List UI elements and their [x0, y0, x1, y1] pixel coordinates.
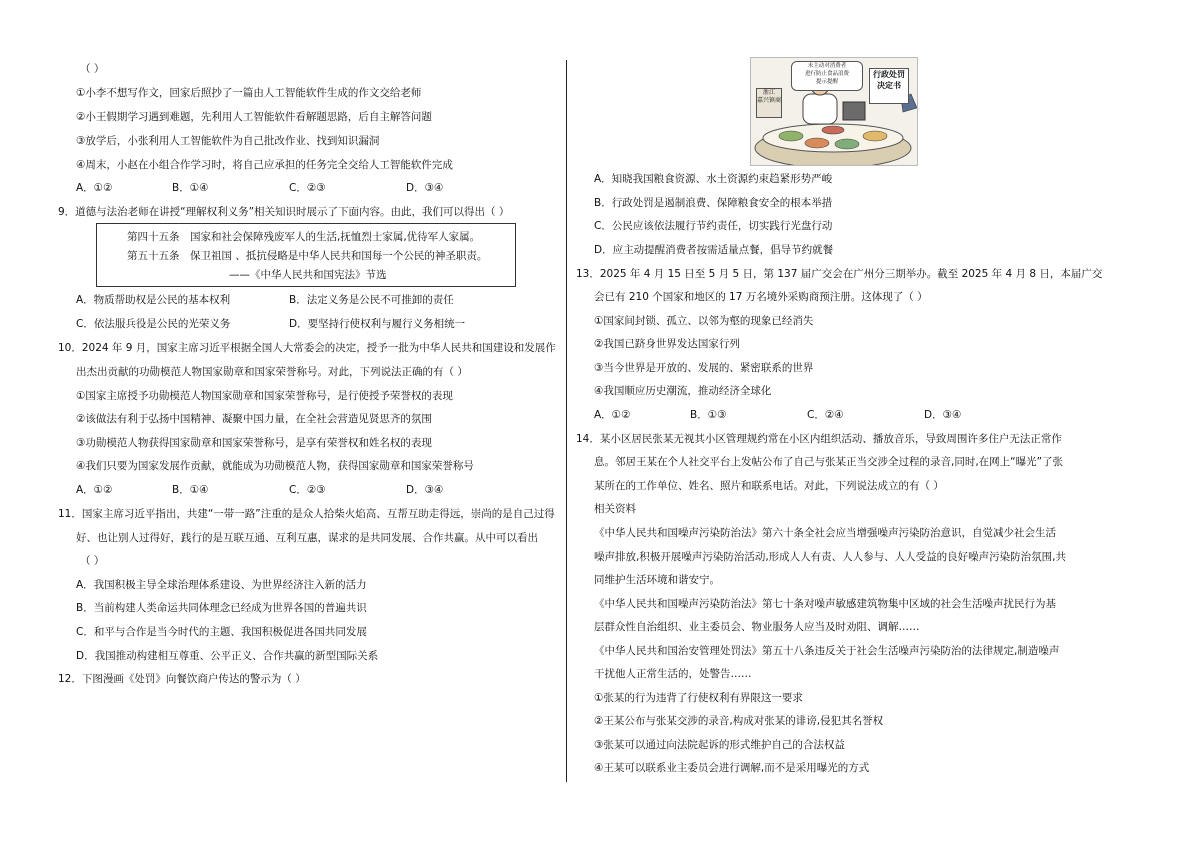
q11-option-a: A．我国积极主导全球治理体系建设、为世界经济注入新的活力 [76, 579, 367, 591]
q10-option-c: C．②③ [289, 484, 326, 496]
quote-source: ——《中华人民共和国宪法》节选 [229, 269, 387, 281]
q10-option-d: D．③④ [406, 484, 444, 496]
q10-item-1: ①国家主席授予功勋模范人物国家勋章和国家荣誉称号，是行使授予荣誉权的表现 [76, 390, 453, 402]
q14-item-4: ④王某可以联系业主委员会进行调解,而不是采用曝光的方式 [594, 762, 870, 774]
q8-item-3: ③放学后，小张利用人工智能软件为自己批改作业、找到知识漏洞 [76, 135, 380, 147]
q8-item-4: ④周末，小赵在小组合作学习时，将自己应承担的任务完全交给人工智能软件完成 [76, 159, 453, 171]
q8-option-b: B．①④ [172, 182, 209, 194]
q13-option-b: B．①③ [690, 409, 727, 421]
cartoon-speech-bubble: 未主动对消费者 进行防止食品浪费 提示提醒 [791, 61, 863, 91]
cartoon-penalty-document: 行政处罚 决定书 [869, 68, 909, 104]
q14-stem-3: 某所在的工作单位、姓名、照片和联系电话。对此，下列说法成立的有（ ） [594, 480, 944, 492]
q9-stem: 9．道德与法治老师在讲授“理解权利义务”相关知识时展示了下面内容。由此，我们可以得出（ ） [58, 206, 510, 218]
q13-item-4: ④我国顺应历史潮流，推动经济全球化 [594, 385, 772, 397]
q13-item-2: ②我国已跻身世界发达国家行列 [594, 338, 740, 350]
q14-material-3b: 干扰他人正常生活的，处警告…… [594, 668, 752, 680]
q13-stem-2: 会已有 210 个国家和地区的 17 万名境外采购商预注册。这体现了（ ） [594, 291, 928, 303]
q14-material-3a: 《中华人民共和国治安管理处罚法》第五十八条违反关于社会生活噪声污染防治的法律规定,制造噪声 [594, 645, 1060, 657]
q10-option-b: B．①④ [172, 484, 209, 496]
q11-stem-1: 11．国家主席习近平指出，共建“一带一路”注重的是众人拾柴火焰高、互帮互助走得远，崇尚的是自己过得 [58, 508, 555, 520]
q12-option-d: D．应主动提醒消费者按需适量点餐，倡导节约就餐 [594, 244, 834, 256]
q13-item-3: ③当今世界是开放的、发展的、紧密联系的世界 [594, 362, 814, 374]
q8-item-2: ②小王假期学习遇到难题，先利用人工智能软件看解题思路，后自主解答问题 [76, 111, 432, 123]
q10-stem-1: 10．2024 年 9 月，国家主席习近平根据全国人大常委会的决定，授予一批为中华人民共和国建设和发展作 [58, 342, 556, 354]
q11-stem-2: 好、也让别人过得好，践行的是互联互通、互利互惠，谋求的是共同发展、合作共赢。从中可以看出 [76, 532, 538, 544]
q10-stem-2: 出杰出贡献的功勋模范人物国家勋章和国家荣誉称号。对此，下列说法正确的有（ ） [76, 366, 468, 378]
q12-option-a: A．知晓我国粮食资源、水土资源约束趋紧形势严峻 [594, 173, 833, 185]
cartoon-punishment-image [750, 57, 918, 166]
q9-option-d: D．要坚持行使权利与履行义务相统一 [289, 318, 466, 330]
q13-item-1: ①国家间封锁、孤立、以邻为壑的现象已经消失 [594, 315, 814, 327]
q13-option-a: A．①② [594, 409, 631, 421]
q11-option-d: D．我国推动构建相互尊重、公平正义、合作共赢的新型国际关系 [76, 650, 379, 662]
q12-stem: 12．下图漫画《处罚》向餐饮商户传达的警示为（ ） [58, 673, 306, 685]
q14-material-1c: 同维护生活环境和谐安宁。 [594, 574, 720, 586]
q8-option-c: C．②③ [289, 182, 326, 194]
column-divider [566, 60, 567, 782]
q10-item-3: ③功勋模范人物获得国家勋章和国家荣誉称号，是享有荣誉权和姓名权的表现 [76, 437, 432, 449]
q9-option-a: A．物质帮助权是公民的基本权利 [76, 294, 231, 306]
q14-material-2b: 层群众性自治组织、业主委员会、物业服务人应当及时劝阻、调解…… [594, 621, 920, 633]
q8-paren: （ ） [80, 63, 105, 75]
q11-paren: （ ） [80, 555, 105, 567]
q14-material-heading: 相关资料 [594, 503, 636, 515]
q14-material-2a: 《中华人民共和国噪声污染防治法》第七十条对噪声敏感建筑物集中区域的社会生活噪声扰民行为基 [594, 598, 1056, 610]
q9-option-c: C．依法服兵役是公民的光荣义务 [76, 318, 231, 330]
q11-option-c: C．和平与合作是当今时代的主题、我国积极促进各国共同发展 [76, 626, 367, 638]
q14-item-1: ①张某的行为违背了行使权利有界限这一要求 [594, 692, 803, 704]
q8-option-a: A．①② [76, 182, 113, 194]
q10-item-4: ④我们只要为国家发展作贡献，就能成为功勋模范人物，获得国家勋章和国家荣誉称号 [76, 460, 474, 472]
q12-option-b: B．行政处罚是遏制浪费、保障粮食安全的根本举措 [594, 197, 833, 209]
q10-item-2: ②该做法有利于弘扬中国精神、凝聚中国力量，在全社会营造见贤思齐的氛围 [76, 413, 432, 425]
q11-option-b: B．当前构建人类命运共同体理念已经成为世界各国的普遍共识 [76, 602, 367, 614]
constitution-quote-box [96, 223, 516, 287]
q14-stem-1: 14．某小区居民张某无视其小区管理规约常在小区内组织活动、播放音乐，导致周围许多住户无法正常作 [576, 433, 1062, 445]
q14-material-1b: 噪声排放,积极开展噪声污染防治活动,形成人人有责、人人参与、人人受益的良好噪声污染防治氛围,共 [594, 551, 1067, 563]
cartoon-sign-restaurant: 浙江 嘉兴镇商 [756, 88, 782, 118]
quote-line-2: 第五十五条 保卫祖国 、抵抗侵略是中华人民共和国每一个公民的神圣职责。 [127, 250, 488, 262]
q12-option-c: C．公民应该依法履行节约责任，切实践行光盘行动 [594, 220, 833, 232]
q10-option-a: A．①② [76, 484, 113, 496]
quote-line-1: 第四十五条 国家和社会保障残废军人的生活,抚恤烈士家属,优待军人家属。 [127, 231, 481, 243]
q14-item-3: ③张某可以通过向法院起诉的形式维护自己的合法权益 [594, 739, 845, 751]
q13-option-c: C．②④ [807, 409, 844, 421]
q8-item-1: ①小李不想写作文，回家后照抄了一篇由人工智能软件生成的作文交给老师 [76, 87, 422, 99]
q9-option-b: B．法定义务是公民不可推卸的责任 [289, 294, 454, 306]
q8-option-d: D．③④ [406, 182, 444, 194]
q14-stem-2: 息。邻居王某在个人社交平台上发帖公布了自己与张某正当交涉全过程的录音,同时,在网上“曝光”了张 [594, 456, 1064, 468]
q13-stem-1: 13．2025 年 4 月 15 日至 5 月 5 日，第 137 届广交会在广州分三期举办。截至 2025 年 4 月 8 日，本届广交 [576, 268, 1103, 280]
q13-option-d: D．③④ [924, 409, 962, 421]
q14-material-1a: 《中华人民共和国噪声污染防治法》第六十条全社会应当增强噪声污染防治意识，自觉减少社会生活 [594, 527, 1056, 539]
q14-item-2: ②王某公布与张某交涉的录音,构成对张某的诽谤,侵犯其名誉权 [594, 715, 884, 727]
